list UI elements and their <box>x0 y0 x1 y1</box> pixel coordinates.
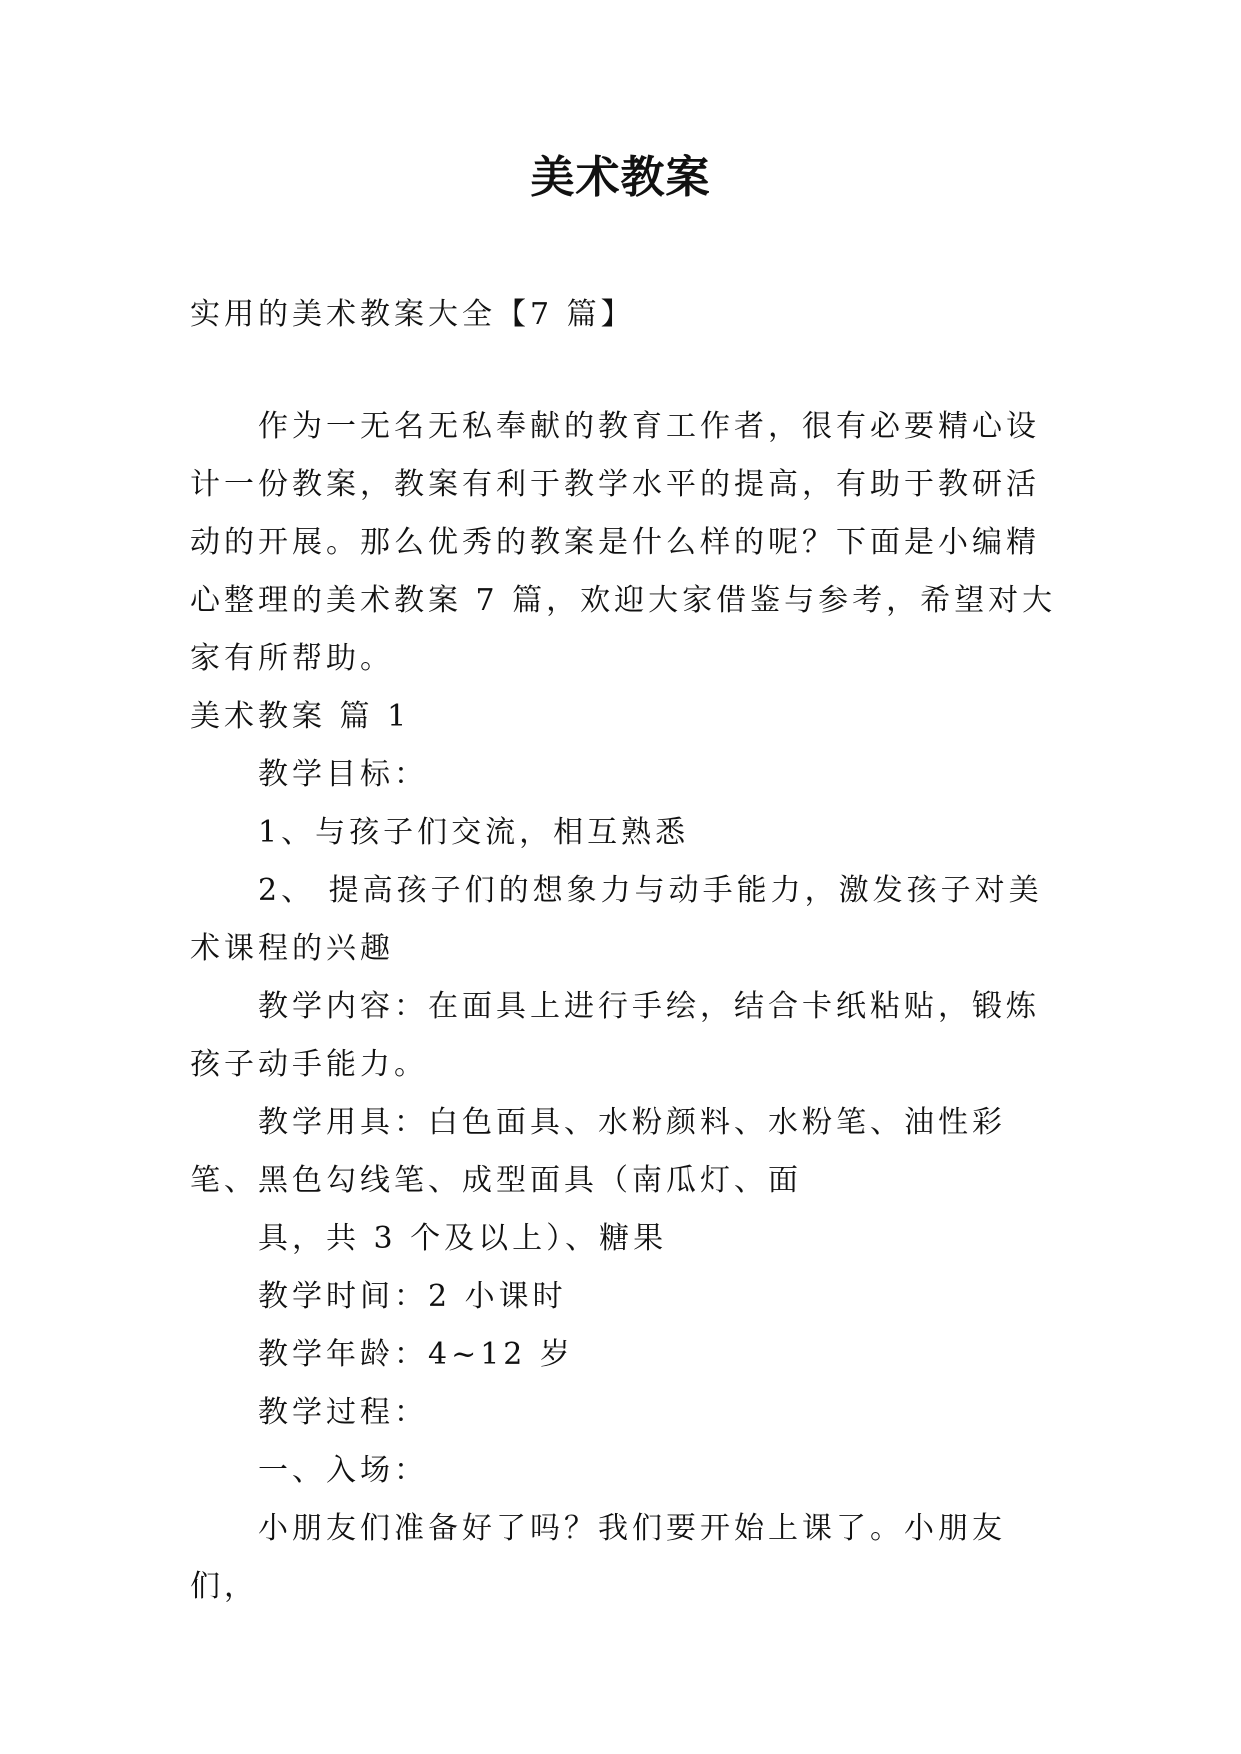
goal-item-1: 1、与孩子们交流，相互熟悉 <box>258 815 690 850</box>
intro-paragraph: 作为一无名无私奉献的教育工作者，很有必要精心设计一份教案，教案有利于教学水平的提高，有助于教研活动的开展。那么优秀的教案是什么样的呢？下面是小编精心整理的美术教案 7 篇，欢迎大家借鉴与参考，希望对大家有所帮助。 <box>190 409 1057 676</box>
content-paragraph: 教学内容：在面具上进行手绘，结合卡纸粘贴，锻炼孩子动手能力。 <box>190 989 1040 1082</box>
goals-label: 教学目标： <box>258 757 428 792</box>
step-heading: 一、入场： <box>258 1453 428 1488</box>
goal-item-2: 2、 提高孩子们的想象力与动手能力，激发孩子对美术课程的兴趣 <box>190 873 1043 966</box>
section-heading: 美术教案 篇 1 <box>190 699 411 734</box>
tools-paragraph: 教学用具：白色面具、水粉颜料、水粉笔、油性彩笔、黑色勾线笔、成型面具（南瓜灯、面 <box>190 1105 1006 1198</box>
tools-paragraph-continued: 具，共 3 个及以上）、糖果 <box>258 1221 668 1256</box>
process-label: 教学过程： <box>258 1395 428 1430</box>
time-line: 教学时间：2 小课时 <box>258 1279 567 1314</box>
document-body <box>190 398 1070 1616</box>
age-line: 教学年龄：4~12 岁 <box>258 1337 574 1372</box>
step-paragraph: 小朋友们准备好了吗？我们要开始上课了。小朋友们， <box>190 1511 1006 1604</box>
document-subtitle: 实用的美术教案大全【7 篇】 <box>190 297 635 332</box>
document-title: 美术教案 <box>530 152 711 203</box>
